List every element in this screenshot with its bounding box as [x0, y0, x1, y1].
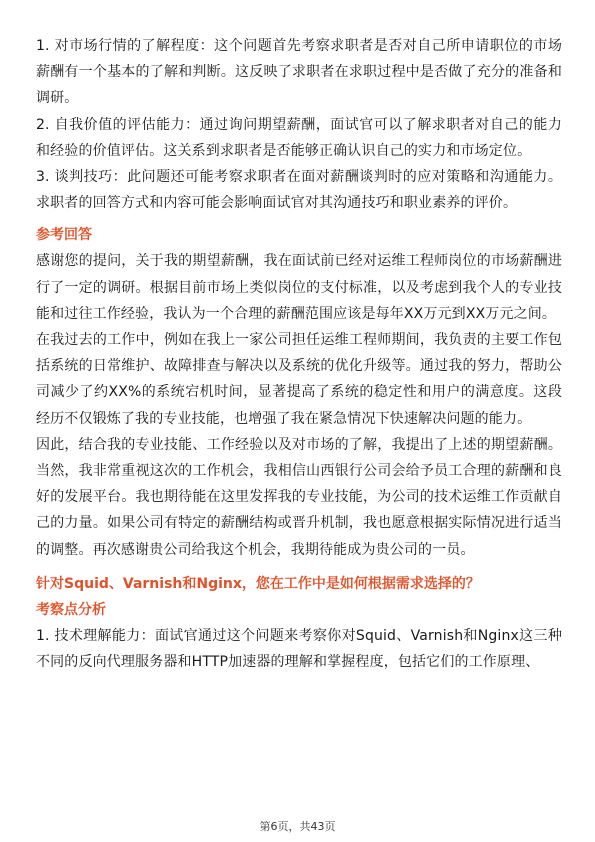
reference-answer-paragraph-3: 因此，结合我的专业技能、工作经验以及对市场的了解，我提出了上述的期望薪酬。当然，我非常重视这次的工作机会，我相信山西银行公司会给予员工合理的薪酬和良好的发展平台。我也期待能在这里发挥我的专业技能，为公司的技术运维工作贡献自己的力量。如果公司有特定的薪酬结构或晋升机制，我也愿意根据实际情况进行适当的调整。再次感谢贵公司给我这个机会，我期待能成为贵公司的一员。 — [36, 436, 562, 558]
analysis-heading: 考察点分析 — [36, 601, 106, 618]
reference-answer-paragraph-1: 感谢您的提问，关于我的期望薪酬，我在面试前已经对运维工程师岗位的市场薪酬进行了一定的调研。根据目前市场上类似岗位的支付标准，以及考虑到我个人的专业技能和过往工作经验，我认为一个合理的薪酬范围应该是每年XX万元到XX万元之间。 — [36, 253, 562, 322]
document-body — [36, 33, 562, 675]
question-title: 针对Squid、Varnish和Nginx，您在工作中是如何根据需求选择的？ — [36, 575, 480, 592]
analysis-point-next-1: 1. 技术理解能力：面试官通过这个问题来考察你对Squid、Varnish和Nginx这三种不同的反向代理服务器和HTTP加速器的理解和掌握程度，包括它们的工作原理、 — [36, 627, 562, 671]
reference-answer-heading: 参考回答 — [36, 227, 92, 244]
analysis-point-2: 2. 自我价值的评估能力：通过询问期望薪酬，面试官可以了解求职者对自己的能力和经验的价值评估。这关系到求职者是否能够正确认识自己的实力和市场定位。 — [36, 116, 562, 159]
page-footer: 第6页，共43页 — [259, 820, 336, 833]
reference-answer-paragraph-2: 在我过去的工作中，例如在我上一家公司担任运维工程师期间，我负责的主要工作包括系统的日常维护、故障排查与解决以及系统的优化升级等。通过我的努力，帮助公司减少了约XX%的系统宕机时间，显著提高了系统的稳定性和用户的满意度。这段经历不仅锻炼了我的专业技能，也增强了我在紧急情况下快速解决问题的能力。 — [36, 332, 562, 427]
analysis-point-1: 1. 对市场行情的了解程度：这个问题首先考察求职者是否对自己所申请职位的市场薪酬有一个基本的了解和判断。这反映了求职者在求职过程中是否做了充分的准备和调研。 — [36, 38, 562, 107]
analysis-point-3: 3. 谈判技巧：此问题还可能考察求职者在面对薪酬谈判时的应对策略和沟通能力。求职者的回答方式和内容可能会影响面试官对其沟通技巧和职业素养的评价。 — [36, 169, 562, 212]
